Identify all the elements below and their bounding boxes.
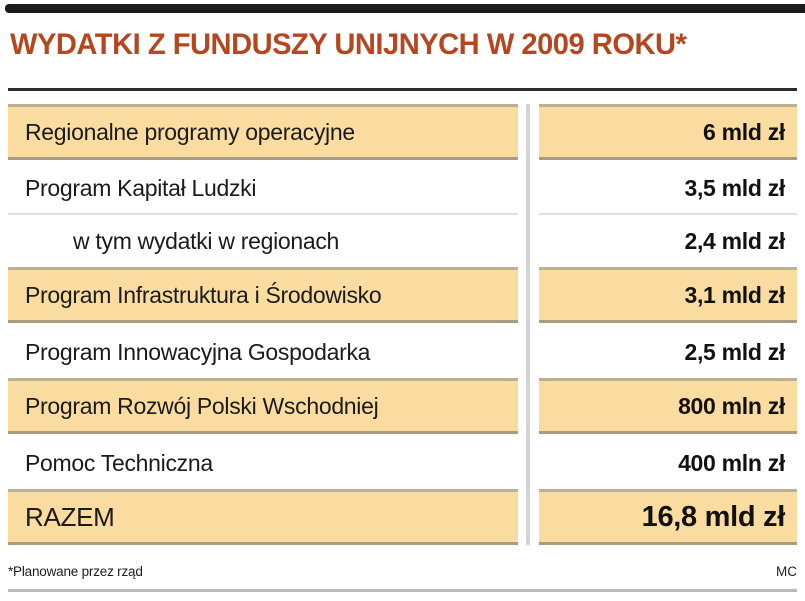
title-divider <box>8 88 797 91</box>
table-row <box>8 267 797 323</box>
row-label: Program Innowacyjna Gospodarka <box>25 338 371 365</box>
row-value: 6 mld zł <box>539 104 797 160</box>
page-title: WYDATKI Z FUNDUSZY UNIJNYCH W 2009 ROKU* <box>10 28 687 61</box>
row-label: Program Rozwój Polski Wschodniej <box>8 378 518 434</box>
data-table <box>8 104 797 545</box>
row-label: Program Infrastruktura i Środowisko <box>8 267 518 323</box>
footnote: *Planowane przez rząd <box>8 564 143 579</box>
row-label: Program Kapitał Ludzki <box>8 163 518 215</box>
row-label: RAZEM <box>8 489 518 545</box>
table-row <box>8 163 797 215</box>
row-label: Pomoc Techniczna <box>25 449 213 476</box>
row-value: 800 mln zł <box>539 378 797 434</box>
table-row <box>8 104 797 160</box>
table-row <box>8 326 797 378</box>
row-label: w tym wydatki w regionach <box>73 227 340 254</box>
footer-divider <box>8 589 797 592</box>
row-value: 400 mln zł <box>678 449 785 476</box>
table-row <box>8 378 797 434</box>
table-row-total <box>8 489 797 545</box>
row-value: 2,4 mld zł <box>684 227 785 254</box>
table-row <box>8 215 797 267</box>
row-label: Regionalne programy operacyjne <box>8 104 518 160</box>
row-value: 3,5 mld zł <box>539 163 797 215</box>
row-value: 16,8 mld zł <box>539 489 797 545</box>
column-divider <box>526 104 530 545</box>
row-value: 3,1 mld zł <box>539 267 797 323</box>
author-credit: MC <box>776 564 797 579</box>
top-accent-bar <box>5 4 805 13</box>
table-row <box>8 437 797 489</box>
row-value: 2,5 mld zł <box>684 338 785 365</box>
